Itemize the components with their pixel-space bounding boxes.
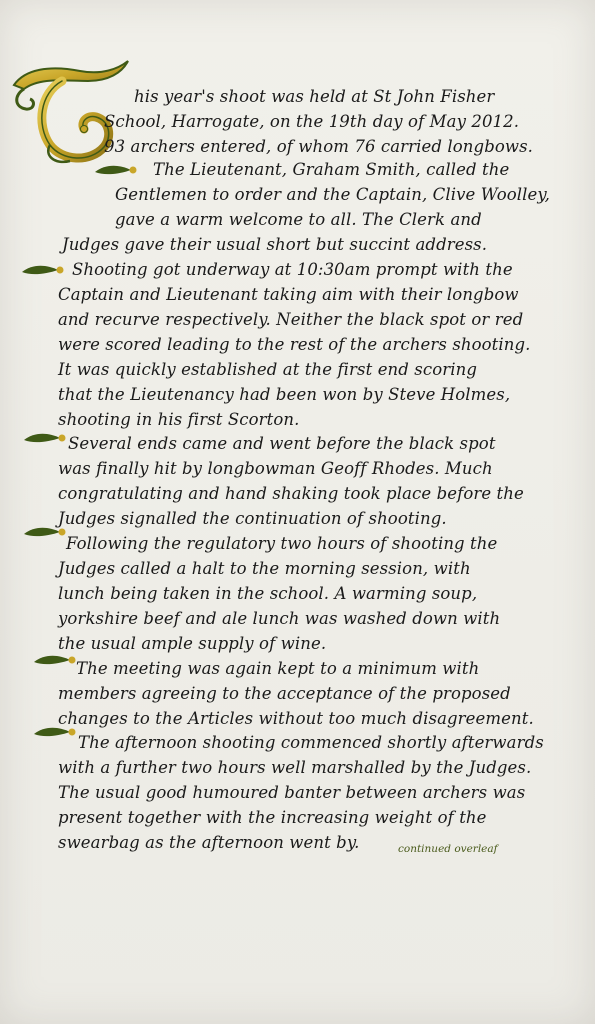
text-line: lunch being taken in the school. A warming soup,	[58, 584, 478, 603]
text-line: was finally hit by longbowman Geoff Rhodes. Much	[58, 459, 493, 478]
text-line: members agreeing to the acceptance of the proposed	[58, 684, 511, 703]
text-line: Gentlemen to order and the Captain, Clive Woolley,	[115, 185, 550, 204]
text-line: the usual ample supply of wine.	[58, 634, 327, 653]
text-line: 93 archers entered, of whom 76 carried longbows.	[104, 137, 534, 156]
text-line: present together with the increasing weight of the	[58, 808, 487, 827]
leaf-bullet-icon	[22, 430, 66, 446]
text-line: Shooting got underway at 10:30am prompt with the	[72, 260, 513, 279]
text-line: Judges called a halt to the morning session, with	[58, 559, 471, 578]
text-line: The usual good humoured banter between archers was	[58, 783, 526, 802]
leaf-bullet-icon	[93, 162, 137, 178]
text-line: Captain and Lieutenant taking aim with their longbow	[58, 285, 519, 304]
text-line: Several ends came and went before the black spot	[68, 434, 496, 453]
text-line: congratulating and hand shaking took place before the	[58, 484, 524, 503]
text-line: The Lieutenant, Graham Smith, called the	[153, 160, 510, 179]
text-line: gave a warm welcome to all. The Clerk and	[115, 210, 482, 229]
text-line: were scored leading to the rest of the archers shooting.	[58, 335, 531, 354]
text-line: Judges gave their usual short but succint address.	[62, 235, 488, 254]
text-line: swearbag as the afternoon went by.	[58, 833, 360, 852]
text-line: The meeting was again kept to a minimum with	[76, 659, 480, 678]
leaf-bullet-icon	[20, 262, 64, 278]
leaf-bullet-icon	[32, 724, 76, 740]
text-line: The afternoon shooting commenced shortly afterwards	[78, 733, 544, 752]
text-line: Following the regulatory two hours of shooting the	[66, 534, 498, 553]
text-line: School, Harrogate, on the 19th day of May 2012.	[104, 112, 520, 131]
leaf-bullet-icon	[22, 524, 66, 540]
text-line: with a further two hours well marshalled by the Judges.	[58, 758, 532, 777]
leaf-bullet-icon	[32, 652, 76, 668]
text-line: Judges signalled the continuation of shooting.	[58, 509, 447, 528]
text-line: his year's shoot was held at St John Fisher	[134, 87, 495, 106]
text-line: It was quickly established at the first end scoring	[58, 360, 477, 379]
text-line: and recurve respectively. Neither the black spot or red	[58, 310, 524, 329]
text-line: changes to the Articles without too much disagreement.	[58, 709, 534, 728]
text-line: yorkshire beef and ale lunch was washed down with	[58, 609, 501, 628]
text-line: shooting in his first Scorton.	[58, 410, 300, 429]
continued-note: continued overleaf	[398, 843, 498, 855]
text-line: that the Lieutenancy had been won by Steve Holmes,	[58, 385, 511, 404]
